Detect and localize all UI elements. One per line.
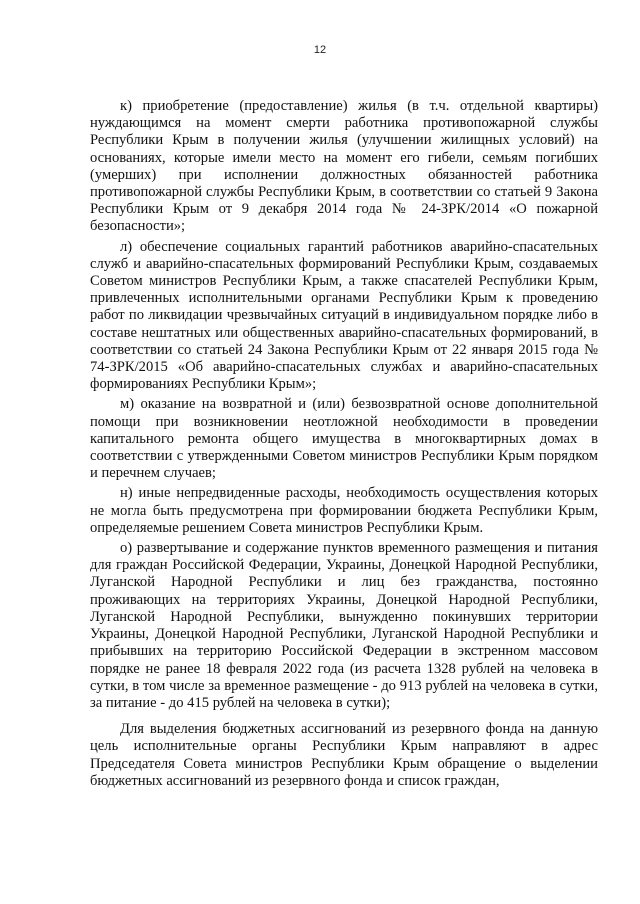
paragraph-n: н) иные непредвиденные расходы, необходимость осуществления которых не могла быть предусмотрена при формировании бюджета Республики Крым, определяемые решением Совета министров Республики Крым. [90,485,598,536]
paragraph-o: о) развертывание и содержание пунктов временного размещения и питания для граждан Российской Федерации, Украины, Донецкой Народной Республики, Луганской Народной Республики и лиц без гражданства, постоянно проживающих на территориях Украины, Донецкой Народной Республики, Луганской Народной Республики, вынужденно покинувших территории Украины, Донецкой Народной Республики, Луганской Народной Республики и прибывших на территорию Российской Федерации в экстренном массовом порядке не ранее 18 февраля 2022 года (из расчета 1328 рублей на человека в сутки, в том числе за временное размещение - до 913 рублей на человека в сутки, за питание - до 415 рублей на человека в сутки); [90,540,598,711]
paragraph-m: м) оказание на возвратной и (или) безвозвратной основе дополнительной помощи при возникновении неотложной необходимости в проведении капитального ремонта общего имущества в многоквартирных домах в соответствии с утвержденными Советом министров Республики Крым порядком и перечнем случаев; [90,396,598,482]
page-number: 12 [313,44,327,56]
paragraph-allocation: Для выделения бюджетных ассигнований из резервного фонда на данную цель исполнительные органы Республики Крым направляют в адрес Председателя Совета министров Республики Крым обращение о выделении бюджетных ассигнований из резервного фонда и список граждан, [90,721,598,789]
paragraph-k: к) приобретение (предоставление) жилья (в т.ч. отдельной квартиры) нуждающимся на момент смерти работника противопожарной службы Республики Крым в получении жилья (улучшении жилищных условий) на основаниях, которые имели место на момент его гибели, семьям погибших (умерших) при исполнении должностных обязанностей работника противопожарной службы Республики Крым, в соответствии со статьей 9 Закона Республики Крым от 9 декабря 2014 года № 24-ЗРК/2014 «О пожарной безопасности»; [90,98,598,235]
document-body [90,98,598,793]
paragraph-l: л) обеспечение социальных гарантий работников аварийно-спасательных служб и аварийно-спасательных формирований Республики Крым, создаваемых Советом министров Республики Крым, а также спасателей Республики Крым, привлеченных исполнительными органами Республики Крым к проведению работ по ликвидации чрезвычайных ситуаций в индивидуальном порядке либо в составе нештатных или общественных аварийно-спасательных формирований, в соответствии со статьей 24 Закона Республики Крым от 22 января 2015 года № 74-ЗРК/2015 «Об аварийно-спасательных службах и аварийно-спасательных формированиях Республики Крым»; [90,238,598,393]
